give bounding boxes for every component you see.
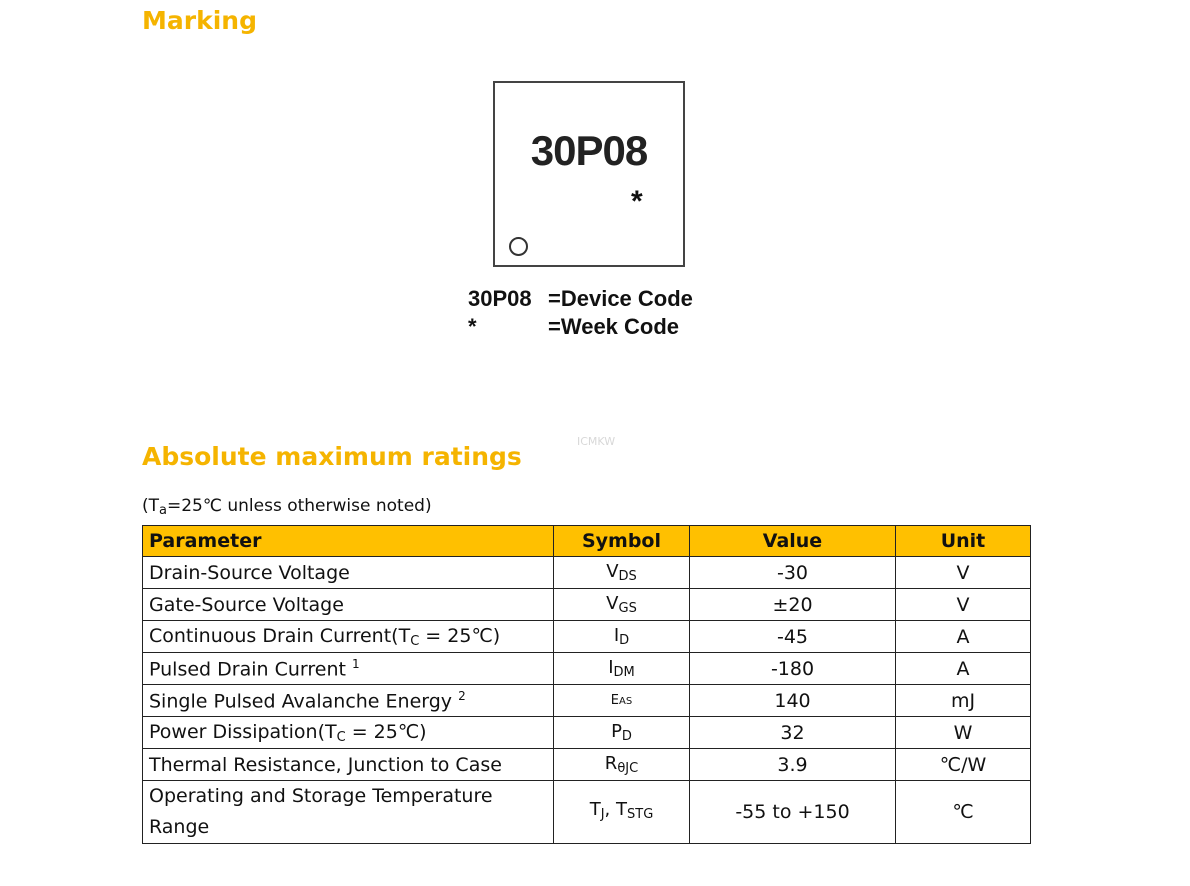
table-row (143, 621, 1031, 653)
conditions-note: ($T_a=25℃$ unless otherwise noted) (142, 496, 432, 518)
symbol-cell: EAS (554, 685, 690, 717)
table-row (143, 653, 1031, 685)
param-cell: Pulsed Drain Current $^1$ (143, 653, 554, 685)
unit-cell: V (896, 589, 1031, 621)
legend-key: 30P08 (468, 286, 532, 311)
chip-week-code-mark: * (631, 185, 643, 218)
unit-cell: A (896, 621, 1031, 653)
table-row (143, 685, 1031, 717)
symbol-cell: $I_{DM}$ (554, 653, 690, 685)
unit-cell: W (896, 717, 1031, 749)
marking-heading: Marking (142, 6, 257, 35)
value-cell: -45 (690, 621, 896, 653)
param-cell: Single Pulsed Avalanche Energy $^2$ (143, 685, 554, 717)
table-row (143, 589, 1031, 621)
param-cell: Continuous Drain $Current(T_C$ = 25℃) (143, 621, 554, 653)
unit-cell: ℃ (896, 781, 1031, 844)
symbol-cell: $R_{\theta JC}$ (554, 749, 690, 781)
symbol-cell: $V_{GS}$ (554, 589, 690, 621)
chip-marking-diagram (493, 81, 685, 267)
param-cell: Drain-Source Voltage (143, 557, 554, 589)
value-cell: -180 (690, 653, 896, 685)
unit-cell: A (896, 653, 1031, 685)
value-cell: ±20 (690, 589, 896, 621)
param-cell: Gate-Source Voltage (143, 589, 554, 621)
table-row (143, 717, 1031, 749)
unit-cell: V (896, 557, 1031, 589)
header-symbol: Symbol (554, 526, 690, 557)
param-cell: Operating and Storage Temperature Range (143, 781, 554, 844)
header-unit: Unit (896, 526, 1031, 557)
symbol-cell: $I_D$ (554, 621, 690, 653)
pin1-indicator-icon (509, 237, 528, 256)
value-cell: -30 (690, 557, 896, 589)
symbol-cell: $V_{DS}$ (554, 557, 690, 589)
legend-device-code (468, 286, 693, 312)
value-cell: 32 (690, 717, 896, 749)
table-row (143, 781, 1031, 844)
watermark: ICMKW (577, 435, 616, 448)
value-cell: 140 (690, 685, 896, 717)
table-row (143, 749, 1031, 781)
unit-cell: mJ (896, 685, 1031, 717)
ratings-heading: Absolute maximum ratings (142, 442, 522, 471)
legend-key: * (468, 314, 477, 339)
value-cell: -55 to +150 (690, 781, 896, 844)
value-cell: 3.9 (690, 749, 896, 781)
unit-cell: ℃/W (896, 749, 1031, 781)
param-cell: Thermal Resistance, Junction to Case (143, 749, 554, 781)
chip-device-code: 30P08 (530, 127, 648, 174)
legend-desc: =Week Code (548, 314, 680, 339)
table-header-row (143, 526, 1031, 557)
header-parameter: Parameter (143, 526, 554, 557)
param-cell: Power $Dissipation(T_C$ = 25℃) (143, 717, 554, 749)
symbol-cell: $T_J$, $T_{STG}$ (554, 781, 690, 844)
symbol-cell: $P_D$ (554, 717, 690, 749)
header-value: Value (690, 526, 896, 557)
table-row (143, 557, 1031, 589)
ratings-table (142, 525, 1031, 844)
legend-desc: =Device Code (548, 286, 693, 311)
legend-week-code (468, 314, 679, 340)
